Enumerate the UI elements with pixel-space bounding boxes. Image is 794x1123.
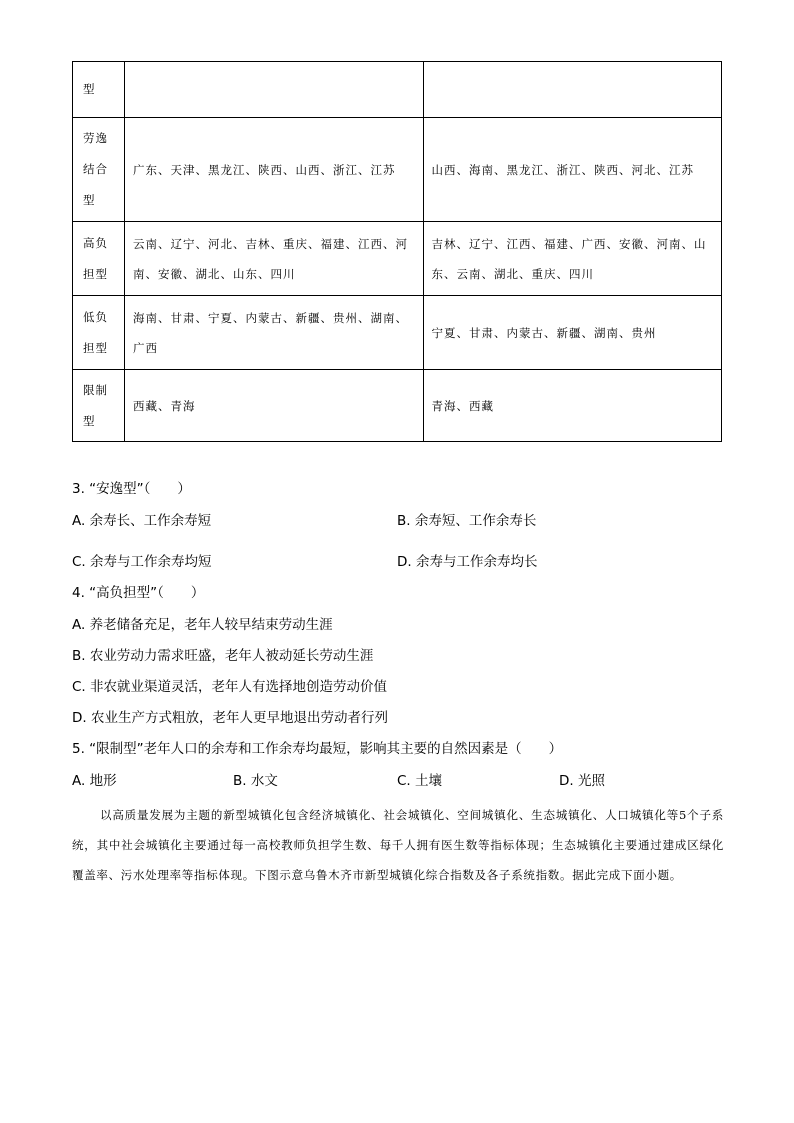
table-row [73,370,722,442]
province-cell: 西藏、青海 [125,370,424,442]
table-row [73,62,722,118]
table-row [73,296,722,370]
province-cell: 广东、天津、黑龙江、陕西、山西、浙江、江苏 [125,118,424,222]
question-4-stem: 4. “高负担型”（ ） [72,585,205,601]
type-cell: 低负担型 [73,296,125,370]
question-4-option-c: C. 非农就业渠道灵活，老年人有选择地创造劳动价值 [72,679,388,695]
type-cell: 型 [73,62,125,118]
province-cell: 山西、海南、黑龙江、浙江、陕西、河北、江苏 [423,118,722,222]
province-cell: 宁夏、甘肃、内蒙古、新疆、湖南、贵州 [423,296,722,370]
question-3-option-a: A. 余寿长、工作余寿短 [72,513,212,529]
type-cell: 限制型 [73,370,125,442]
question-5-stem: 5. “限制型”老年人口的余寿和工作余寿均最短，影响其主要的自然因素是（ ） [72,741,563,757]
question-5-option-b: B. 水文 [233,773,278,789]
province-cell [423,62,722,118]
province-cell: 云南、辽宁、河北、吉林、重庆、福建、江西、河南、安徽、湖北、山东、四川 [125,222,424,296]
province-cell: 青海、西藏 [423,370,722,442]
question-5-option-d: D. 光照 [559,773,605,789]
table-row [73,118,722,222]
type-cell: 高负担型 [73,222,125,296]
question-5-option-c: C. 土壤 [397,773,443,789]
question-5-option-a: A. 地形 [72,773,117,789]
type-cell: 劳逸结合型 [73,118,125,222]
question-4-option-b: B. 农业劳动力需求旺盛，老年人被动延长劳动生涯 [72,648,374,664]
province-cell: 吉林、辽宁、江西、福建、广西、安徽、河南、山东、云南、湖北、重庆、四川 [423,222,722,296]
question-3-stem: 3. “安逸型”（ ） [72,481,191,497]
passage-text: 以高质量发展为主题的新型城镇化包含经济城镇化、社会城镇化、空间城镇化、生态城镇化、人口城镇化等5个子系统，其中社会城镇化主要通过每一高校教师负担学生数、每千人拥有医生数等指标体现；生态城镇化主要通过建成区绿化覆盖率、污水处理率等指标体现。下图示意乌鲁木齐市新型城镇化综合指数及各子系统指数。据此完成下面小题。 [72,808,724,882]
question-4-option-d: D. 农业生产方式粗放，老年人更早地退出劳动者行列 [72,710,388,726]
province-cell: 海南、甘肃、宁夏、内蒙古、新疆、贵州、湖南、广西 [125,296,424,370]
question-3-option-d: D. 余寿与工作余寿均长 [397,554,538,570]
province-cell [125,62,424,118]
question-3-option-c: C. 余寿与工作余寿均短 [72,554,212,570]
question-4-option-a: A. 养老储备充足，老年人较早结束劳动生涯 [72,617,333,633]
question-3-option-b: B. 余寿短、工作余寿长 [397,513,537,529]
province-type-table [72,61,722,442]
table-row [73,222,722,296]
